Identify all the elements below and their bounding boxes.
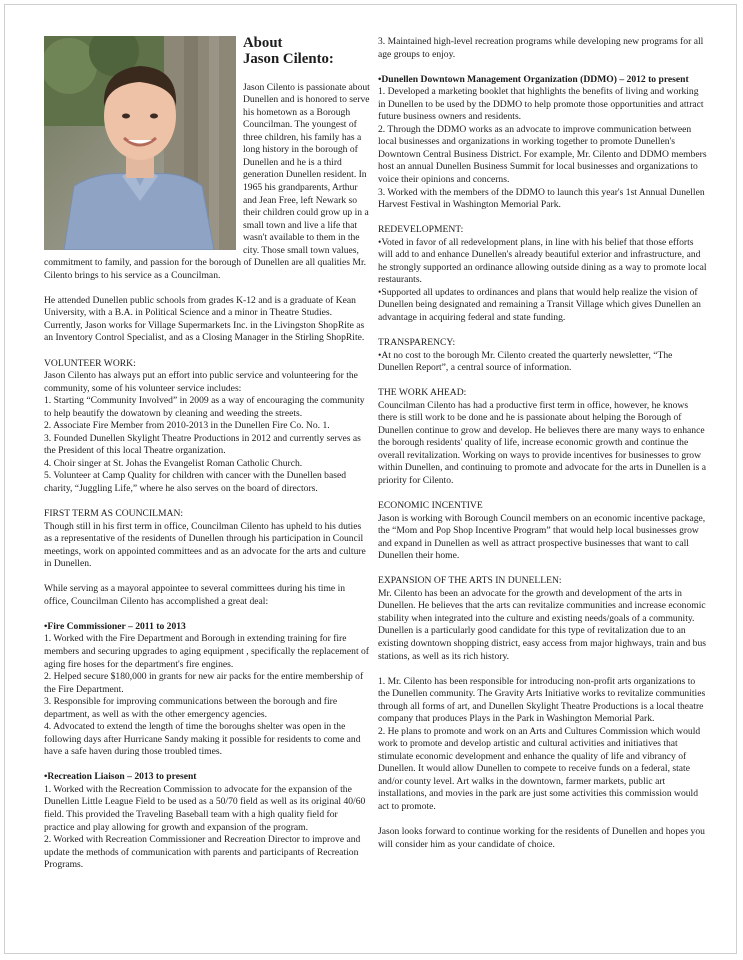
arts-item: 2. He plans to promote and work on an Arts and Cultures Commission which would work to promote and develop artistic and cultural activities and initiatives that stimulate economic development and enhance the quality of life and vibrancy of Dunellen. It would allow Dunellen to compete to receive funds on a federal, state and/or county level. Art walks in the downtown, farmer markets, public art installations, and movies in the park are just some activities this commission would act to promote. [378, 725, 701, 813]
redevelopment-item: • Voted in favor of all redevelopment plans, in line with his belief that those efforts will add to and enhance Dunellen's already beautiful exterior and infrastructure, and he strongly supported an ordinance allowing outside dining as a way to promote local restaurants. [378, 237, 708, 287]
economic-heading: ECONOMIC INCENTIVE [378, 500, 483, 511]
redevelopment-heading: REDEVELOPMENT: [378, 224, 464, 236]
first-term-intro: Though still in his first term in office, Councilman Cilento has upheld to his duties as a representative of the residents of Dunellen through his participation in Council meetings, work on appointed committees and as an advocate for the arts and culture in Dunellen. [44, 520, 366, 570]
volunteer-item: 5. Volunteer at Camp Quality for children with cancer with the Dunellen based charity, “Juggling Life,” where he also serves on the board of directors. [44, 470, 347, 494]
economic-body: Jason is working with Borough Council members on an economic incentive package, the “Mom and Pop Shop Incentive Program” that would help local businesses grow and expand in Dunellen as well as attract prospective businesses that want to call Dunellen their home. [378, 512, 706, 562]
first-term-heading: FIRST TERM AS COUNCILMAN: [44, 508, 184, 520]
work-ahead-body: Councilman Cilento has had a productive first term in office, however, he knows there is still work to be done and he is passionate about helping the Borough of Dunellen continue to grow and develop. He believes there are many ways to enhance the borough residents' quality of life, increase economic growth and continue the overall revitalization. Working on ways to provide incentives for businesses to grow within Dunellen, and continuing to promote and advocate for the arts in Dunellen is a priority for Cilento. [378, 399, 706, 486]
portrait-illustration [44, 36, 236, 250]
fire-item: 2. Helped secure $180,000 in grants for new air packs for the entire membership of the Fire Department. [44, 671, 364, 695]
portrait-photo [44, 36, 236, 250]
ddmo-item: 3. Worked with the members of the DDMO to launch this year's 1st Annual Dunellen Harvest Festival in Washington Memorial Park. [378, 186, 705, 211]
arts-item: 1. Mr. Cilento has been responsible for introducing non-profit arts organizations to the Dunellen community. The Gravity Arts Initiative works to revitalize communities through all forms of art, and Dunellen Skylight Theatre Productions is a local theatre company that produces Plays in the Park in Washington Memorial Park. [378, 675, 706, 725]
work-ahead-heading: THE WORK AHEAD: [378, 387, 467, 399]
ddmo-item: 2. Through the DDMO works as an advocate to improve communication between local businesses and organizations in working together to promote Dunellen's Downtown Central Business District. For example, Mr. Cilento and DDMO members host an annual Dunellen Business Summit for local businesses and organizations to voice their opinions and concerns. [378, 123, 707, 185]
first-term-appointee: While serving as a mayoral appointee to several committees during his time in office, Councilman Cilento has accomplished a great deal: [44, 583, 346, 607]
arts-body: Mr. Cilento has been an advocate for the growth and development of the arts in Dunellen. He believes that the arts can revitalize communities and increase economic stability when integrated into the culture and existing needs/goals of a community. Dunellen is a particularly good candidate for this type of revitalization due to an existing downtown shopping district, easy access from major highways, train and bus stations, as well as its rich history. [378, 587, 706, 662]
recreation-item: 1. Worked with the Recreation Commission to advocate for the expansion of the Dunellen Little League Field to be used as a 50/70 field as well as its original 40/60 field. This provided the Traveling Baseball team with a high quality field for practice and play allowing for growth and expansion of the program. [44, 783, 366, 833]
recreation-heading: • Recreation Liaison – 2013 to present [44, 771, 370, 784]
fire-item: 1. Worked with the Fire Department and Borough in extending training for fire members and securing upgrades to aging equipment , specifically the replacement of aging fire hoses for the department's fire engines. [44, 633, 370, 670]
fire-item: 3. Responsible for improving communications between the borough and fire department, as well as with the other emergency agencies. [44, 696, 338, 720]
intro-paragraph: Jason Cilento is passionate about Dunellen and is honored to serve his hometown as a Borough Councilman. The youngest of three children, his family has a long history in the borough of Dunellen and he is a third generation Dunellen resident. In 1965 his grandparents, Arthur and Jean Free, left Newark so their children could grow up in a small town and live a life that wasn't available to them in the city. Those small town values, commitment to family, and passion for the borough of Dunellen are all qualities Mr. Cilento brings to his service as a Councilman. [44, 81, 370, 281]
arts-heading: EXPANSION OF THE ARTS IN DUNELLEN: [378, 575, 562, 587]
volunteer-item: 3. Founded Dunellen Skylight Theatre Productions in 2012 and currently serves as the President of this local Theatre organization. [44, 432, 361, 457]
left-column [44, 36, 370, 872]
education-paragraph: He attended Dunellen public schools from grades K-12 and is a graduate of Kean University, with a B.A. in Political Science and a minor in Theatre Studies. Currently, Jason works for Village Supermarkets Inc. in the Livingston ShopRite as an Inventory Control Specialist, and as a Closing Manager in the Stirling ShopRite. [44, 294, 365, 344]
redevelopment-item: • Supported all updates to ordinances and plans that would help realize the vision of Dunellen being designated and remaining a Transit Village which gives Dunellen an advantage in acquiring federal and state funding. [378, 287, 708, 325]
fire-item: 4. Advocated to extend the length of time the boroughs shelter was open in the following days after Hurricane Sandy making it possible for residents to come and have a safe haven during those troubled times. [44, 721, 361, 758]
volunteer-intro: Jason Cilento has always put an effort into public service and volunteering for the community, some of his volunteer service includes: [44, 370, 358, 394]
fire-heading: • Fire Commissioner – 2011 to 2013 [44, 621, 370, 634]
closing-paragraph: Jason looks forward to continue working for the residents of Dunellen and hopes you will consider him as your candidate of choice. [378, 826, 705, 850]
transparency-heading: TRANSPARENCY: [378, 336, 456, 348]
transparency-item: • At no cost to the borough Mr. Cilento created the quarterly newsletter, “The Dunellen Report”, a central source of information. [378, 350, 708, 375]
page-title: About Jason Cilento: [243, 35, 334, 67]
volunteer-item: 4. Choir singer at St. Johas the Evangelist Roman Catholic Church. [44, 457, 303, 469]
ddmo-heading: • Dunellen Downtown Management Organization (DDMO) – 2012 to present [378, 74, 708, 87]
volunteer-item: 1. Starting “Community Involved” in 2009 as a way of encouraging the community to help beautify the dowatown by cleaning and weeding the streets. [44, 395, 365, 419]
ddmo-item: 1. Developed a marketing booklet that highlights the benefits of living and working in Dunellen to be used by the DDMO to help promote those opportunities and attract future business owners and residents. [378, 86, 704, 123]
recreation-item: 2. Worked with Recreation Commissioner and Recreation Director to improve and update the methods of communication with parents and participants of Recreation Programs. [44, 834, 361, 871]
volunteer-item: 2. Associate Fire Member from 2010-2013 in the Dunellen Fire Co. No. 1. [44, 420, 330, 432]
right-column [378, 36, 708, 851]
volunteer-heading: VOLUNTEER WORK: [44, 357, 136, 369]
recreation-item: 3. Maintained high-level recreation programs while developing new programs for all age groups to enjoy. [378, 36, 704, 60]
